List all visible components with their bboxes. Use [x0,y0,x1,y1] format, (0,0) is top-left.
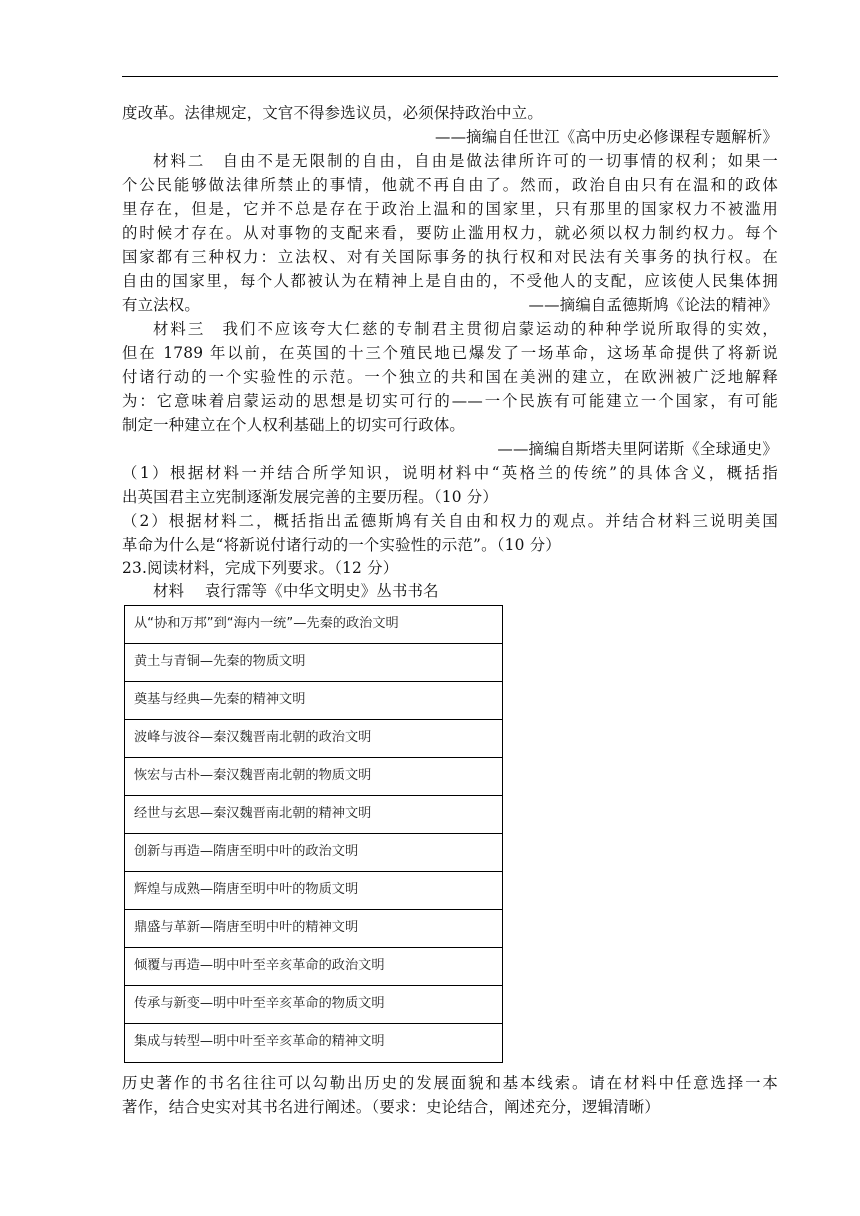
question-23-heading: 23.阅读材料，完成下列要求。（12 分） [122,559,399,577]
table-row: 创新与再造—隋唐至明中叶的政治文明 [125,834,502,872]
table-row: 鼎盛与革新—隋唐至明中叶的精神文明 [125,910,502,948]
question-line: 出英国君主立宪制逐渐发展完善的主要历程。（10 分） [122,488,498,506]
question-line: （2）根据材料二，概括指出孟德斯鸠有关自由和权力的观点。并结合材料三说明美国 [122,512,778,530]
table-row: 恢宏与古朴—秦汉魏晋南北朝的物质文明 [125,758,502,796]
source-citation: ——摘编自斯塔夫里阿诺斯《全球通史》 [497,440,778,458]
material-caption: 材料 袁行霈等《中华文明史》丛书书名 [153,582,439,600]
table-row: 倾覆与再造—明中叶至辛亥革命的政治文明 [125,948,502,986]
material-two-line: 里存在，但是，它并不总是存在于政治上温和的国家里，只有那里的国家权力不被滥用 [122,200,778,218]
task-line: 著作，结合史实对其书名进行阐述。（要求：史论结合，阐述充分，逻辑清晰） [122,1098,660,1116]
book-title-table [124,605,503,1063]
material-two-line: 国家都有三种权力：立法权、对有关国际事务的执行权和对民法有关事务的执行权。在 [122,248,778,266]
header-rule [122,76,778,77]
question-line: （1）根据材料一并结合所学知识，说明材料中“英格兰的传统”的具体含义，概括指 [122,464,778,482]
question-line: 革命为什么是“将新说付诸行动的一个实验性的示范”。（10 分） [122,536,561,554]
table-row: 波峰与波谷—秦汉魏晋南北朝的政治文明 [125,720,502,758]
task-line: 历史著作的书名往往可以勾勒出历史的发展面貌和基本线索。请在材料中任意选择一本 [122,1074,778,1092]
text-line: 度改革。法律规定，文官不得参选议员，必须保持政治中立。 [122,104,543,122]
material-three-line: 但在 1789 年以前，在英国的十三个殖民地已爆发了一场革命，这场革命提供了将新说 [122,344,778,362]
material-three-line: 付诸行动的一个实验性的示范。一个独立的共和国在美洲的建立，在欧洲被广泛地解释 [122,368,778,386]
material-two-line: 有立法权。 [122,296,200,314]
table-row: 从“协和万邦”到“海内一统”—先秦的政治文明 [125,606,502,644]
material-two-line: 的时候才存在。从对事物的支配来看，要防止滥用权力，就必须以权力制约权力。每个 [122,224,778,242]
material-two-line: 自由的国家里，每个人都被认为在精神上是自由的，不受他人的支配，应该使人民集体拥 [122,272,778,290]
table-row: 辉煌与成熟—隋唐至明中叶的物质文明 [125,872,502,910]
material-three-line: 为：它意味着启蒙运动的思想是切实可行的——一个民族有可能建立一个国家，有可能 [122,392,778,410]
source-citation: ——摘编自孟德斯鸠《论法的精神》 [528,296,778,314]
table-row: 黄土与青铜—先秦的物质文明 [125,644,502,682]
material-three-line: 材料三 我们不应该夸大仁慈的专制君主贯彻启蒙运动的种种学说所取得的实效， [153,320,778,338]
table-row: 传承与新变—明中叶至辛亥革命的物质文明 [125,986,502,1024]
table-row: 经世与玄思—秦汉魏晋南北朝的精神文明 [125,796,502,834]
material-two-line: 个公民能够做法律所禁止的事情，他就不再自由了。然而，政治自由只有在温和的政体 [122,176,778,194]
source-citation: ——摘编自任世江《高中历史必修课程专题解析》 [435,128,778,146]
table-row: 集成与转型—明中叶至辛亥革命的精神文明 [134,1034,385,1049]
material-three-line: 制定一种建立在个人权利基础上的切实可行政体。 [122,416,465,434]
table-row: 奠基与经典—先秦的精神文明 [125,682,502,720]
material-two-line: 材料二 自由不是无限制的自由，自由是做法律所许可的一切事情的权利；如果一 [153,152,778,170]
